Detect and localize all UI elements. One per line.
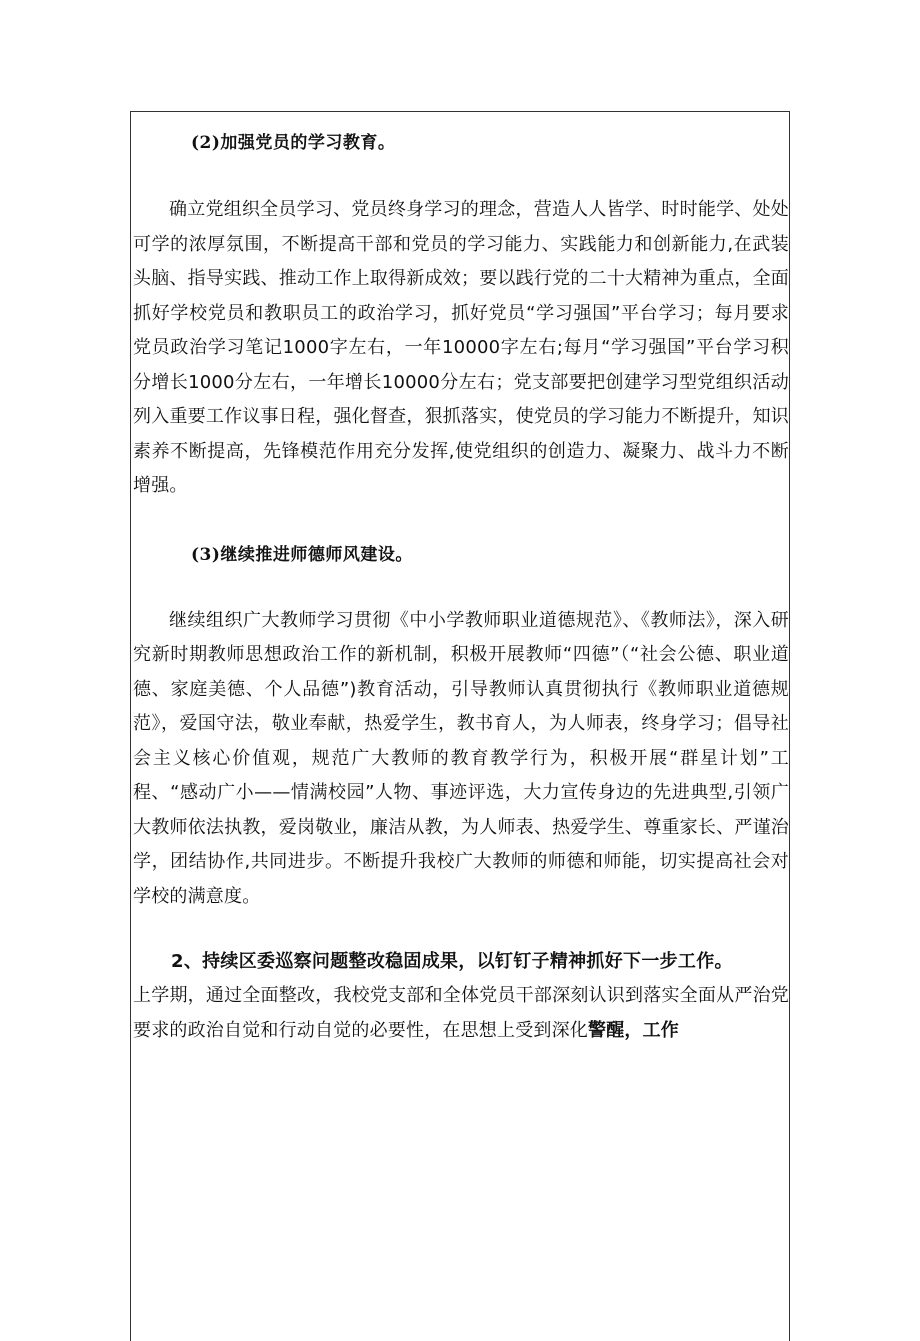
document-body <box>133 112 789 1048</box>
paragraph-study-education: 确立党组织全员学习、党员终身学习的理念，营造人人皆学、时时能学、处处可学的浓厚氛围，不断提高干部和党员的学习能力、实践能力和创新能力,在武装头脑、指导实践、推动工作上取得新成效；要以践行党的二十大精神为重点，全面抓好学校党员和教职员工的政治学习，抓好党员“学习强国”平台学习；每月要求党员政治学习笔记1000字左右，一年10000字左右;每月“学习强国”平台学习积分增长1000分左右，一年增长10000分左右；党支部要把创建学习型党组织活动列入重要工作议事日程，强化督查，狠抓落实，使党员的学习能力不断提升，知识素养不断提高，先锋模范作用充分发挥,使党组织的创造力、凝聚力、战斗力不断增强。 <box>133 199 789 496</box>
section-heading-2: (2)加强党员的学习教育。 <box>191 133 396 153</box>
paragraph-bold-tail: 警醒，工作 <box>588 1019 679 1041</box>
section-heading-inspection: 2、持续区委巡察问题整改稳固成果，以钉钉子精神抓好下一步工作。 <box>171 951 733 972</box>
paragraph-teacher-ethics: 继续组织广大教师学习贯彻《中小学教师职业道德规范》、《教师法》，深入研究新时期教师思想政治工作的新机制，积极开展教师“四德”（“社会公德、职业道德、家庭美德、个人品德”)教育活动，引导教师认真贯彻执行《教师职业道德规范》，爱国守法，敬业奉献，热爱学生，教书育人，为人师表，终身学习；倡导社会主义核心价值观，规范广大教师的教育教学行为，积极开展“群星计划”工程、“感动广小——情满校园”人物、事迹评选，大力宣传身边的先进典型,引领广大教师依法执教，爱岗敬业，廉洁从教，为人师表、热爱学生、尊重家长、严谨治学，团结协作,共同进步。不断提升我校广大教师的师德和师能，切实提高社会对学校的满意度。 <box>133 609 789 907</box>
section-heading-3: (3)继续推进师德师风建设。 <box>191 544 413 565</box>
paragraph-inspection-rectification <box>133 979 789 1048</box>
paragraph-main-text: 上学期，通过全面整改，我校党支部和全体党员干部深刻认识到落实全面从严治党要求的政治自觉和行动自觉的必要性，在思想上受到深化 <box>133 985 789 1041</box>
